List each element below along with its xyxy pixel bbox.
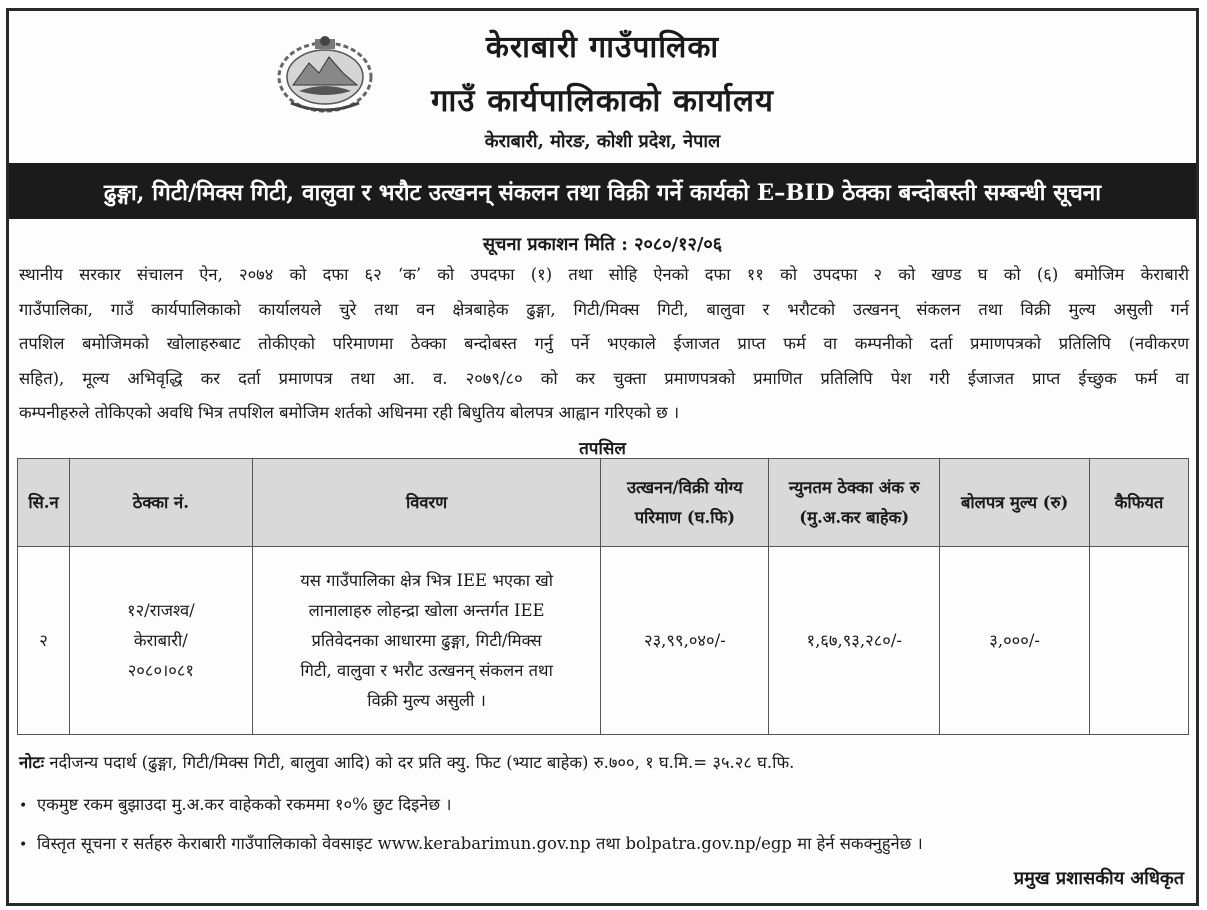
header-sn: सि.न — [18, 459, 70, 547]
note-text: नदीजन्य पदार्थ (ढुङ्गा, गिटी/मिक्स गिटी, बालुवा आदि) को दर प्रति क्यु. फिट (भ्याट बाहेक) रु.७००, १ घ.मि.= ३५.२८ घ.फि. — [44, 753, 795, 772]
paragraph-line: गाउँपालिका, गाउँ कार्यपालिकाको कार्यालयले चुरे तथा वन क्षेत्रबाहेक ढुङ्गा, गिटी/मिक्स गिटी, बालुवा र भरौटको उत्खनन् संकलन तथा विक्री मुल्य असुली गर्न — [19, 299, 1189, 319]
bullet-text: विस्तृत सूचना र सर्तहरु केराबारी गाउँपालिकाको वेवसाइट www.kerabarimun.gov.np तथा bolpatra.gov.np/egp मा हेर्न सकक्नुहुनेछ । — [37, 834, 923, 853]
header-remarks: कैफियत — [1090, 459, 1189, 547]
bullet-item — [19, 792, 452, 815]
paragraph-line: सहित), मूल्य अभिवृद्धि कर दर्ता प्रमाणपत्र तथा आ. व. २०७९/८० को कर चुक्ता प्रमाणपत्रको प्रमाणित प्रतिलिपि पेश गरी ईजाजत प्राप्त ईच्छुक फर्म वा — [19, 368, 1189, 388]
cell-bid-price: ३,०००/- — [940, 547, 1090, 735]
paragraph-line: तपशिल बमोजिमको खोलाहरुबाट तोकीएको परिमाणमा ठेक्का बन्दोबस्त गर्नु पर्ने भएकाले ईजाजत प्राप्त फर्म वा कम्पनीको दर्ता प्रमाणपत्रको प्रतिलिपि (नवीकरण — [19, 334, 1189, 353]
notice-header — [9, 11, 1196, 163]
header-min-amount — [769, 459, 940, 547]
bid-table — [17, 458, 1189, 735]
notice-paragraph — [19, 258, 1189, 431]
municipality-name: केराबारी गाउँपालिका — [485, 30, 720, 65]
header-quantity-line2: परिमाण (घ.फि) — [634, 507, 736, 527]
cell-sn: २ — [18, 547, 70, 735]
header-min-amount-line1: न्युनतम ठेक्का अंक रु — [788, 477, 920, 497]
header-description: विवरण — [252, 459, 601, 547]
description-line5: विक्री मुल्य असुली । — [367, 690, 486, 710]
bullet-icon: • — [19, 837, 28, 853]
header-quantity-line1: उत्खनन/विक्री योग्य — [627, 477, 743, 497]
cell-remarks — [1090, 547, 1189, 735]
description-line3: प्रतिवेदनका आधारमा ढुङ्गा, गिटी/मिक्स — [311, 630, 542, 650]
table-row — [18, 547, 1189, 735]
contract-no-line2: केराबारी/ — [133, 630, 188, 650]
office-name: गाउँ कार्यपालिकाको कार्यालय — [430, 83, 775, 119]
note-label: नोटः — [19, 753, 45, 772]
signature-title: प्रमुख प्रशासकीय अधिकृत — [1013, 868, 1184, 889]
paragraph-line: कम्पनीहरुले तोकिएको अवधि भित्र तपशिल बमोजिम शर्तको अधिनमा रही बिधुतिय बोलपत्र आह्वान गरिएको छ । — [19, 403, 680, 422]
description-line4: गिटी, वालुवा र भरौट उत्खनन् संकलन तथा — [300, 660, 553, 680]
contract-no-line3: २०८०।०८१ — [127, 660, 195, 680]
notice-frame — [6, 8, 1199, 906]
header-quantity — [601, 459, 769, 547]
cell-quantity: २३,९९,०४०/- — [601, 547, 769, 735]
table-header-row — [18, 459, 1189, 547]
contract-no-line1: १२/राजश्व/ — [127, 600, 195, 620]
bullet-text: एकमुष्ट रकम बुझाउदा मु.अ.कर वाहेकको रकममा १०% छुट दिइनेछ । — [37, 795, 452, 814]
cell-contract-no — [69, 547, 252, 735]
cell-description — [252, 547, 601, 735]
office-address: केराबारी, मोरङ, कोशी प्रदेश, नेपाल — [484, 131, 721, 152]
table-title: तपसिल — [579, 439, 626, 459]
bullet-item — [19, 831, 923, 854]
header-min-amount-line2: (मु.अ.कर बाहेक) — [799, 507, 910, 527]
note-line — [19, 750, 794, 773]
notice-title: ढुङ्गा, गिटी/मिक्स गिटी, वालुवा र भरौट उत्खनन् संकलन तथा विक्री गर्ने कार्यको E–BID ठेक्का बन्दोबस्ती सम्बन्धी सूचना — [103, 179, 1102, 206]
description-line1: यस गाउँपालिका क्षेत्र भित्र IEE भएका खो — [300, 570, 554, 590]
cell-min-amount: १,६७,९३,२८०/- — [769, 547, 940, 735]
header-contract-no: ठेक्का नं. — [69, 459, 252, 547]
header-bid-price: बोलपत्र मुल्य (रु) — [940, 459, 1090, 547]
publication-date: सूचना प्रकाशन मिति : २०८०/१२/०६ — [482, 234, 723, 255]
description-line2: लानालाहरु लोहन्द्रा खोला अन्तर्गत IEE — [308, 600, 545, 620]
bullet-icon: • — [19, 798, 28, 814]
paragraph-line: स्थानीय सरकार संचालन ऐन, २०७४ को दफा ६२ ‘क’ को उपदफा (१) तथा सोहि ऐनको दफा ११ को उपदफा २ को खण्ड घ को (६) बमोजिम केराबारी — [19, 265, 1189, 284]
notice-title-banner — [9, 163, 1196, 219]
